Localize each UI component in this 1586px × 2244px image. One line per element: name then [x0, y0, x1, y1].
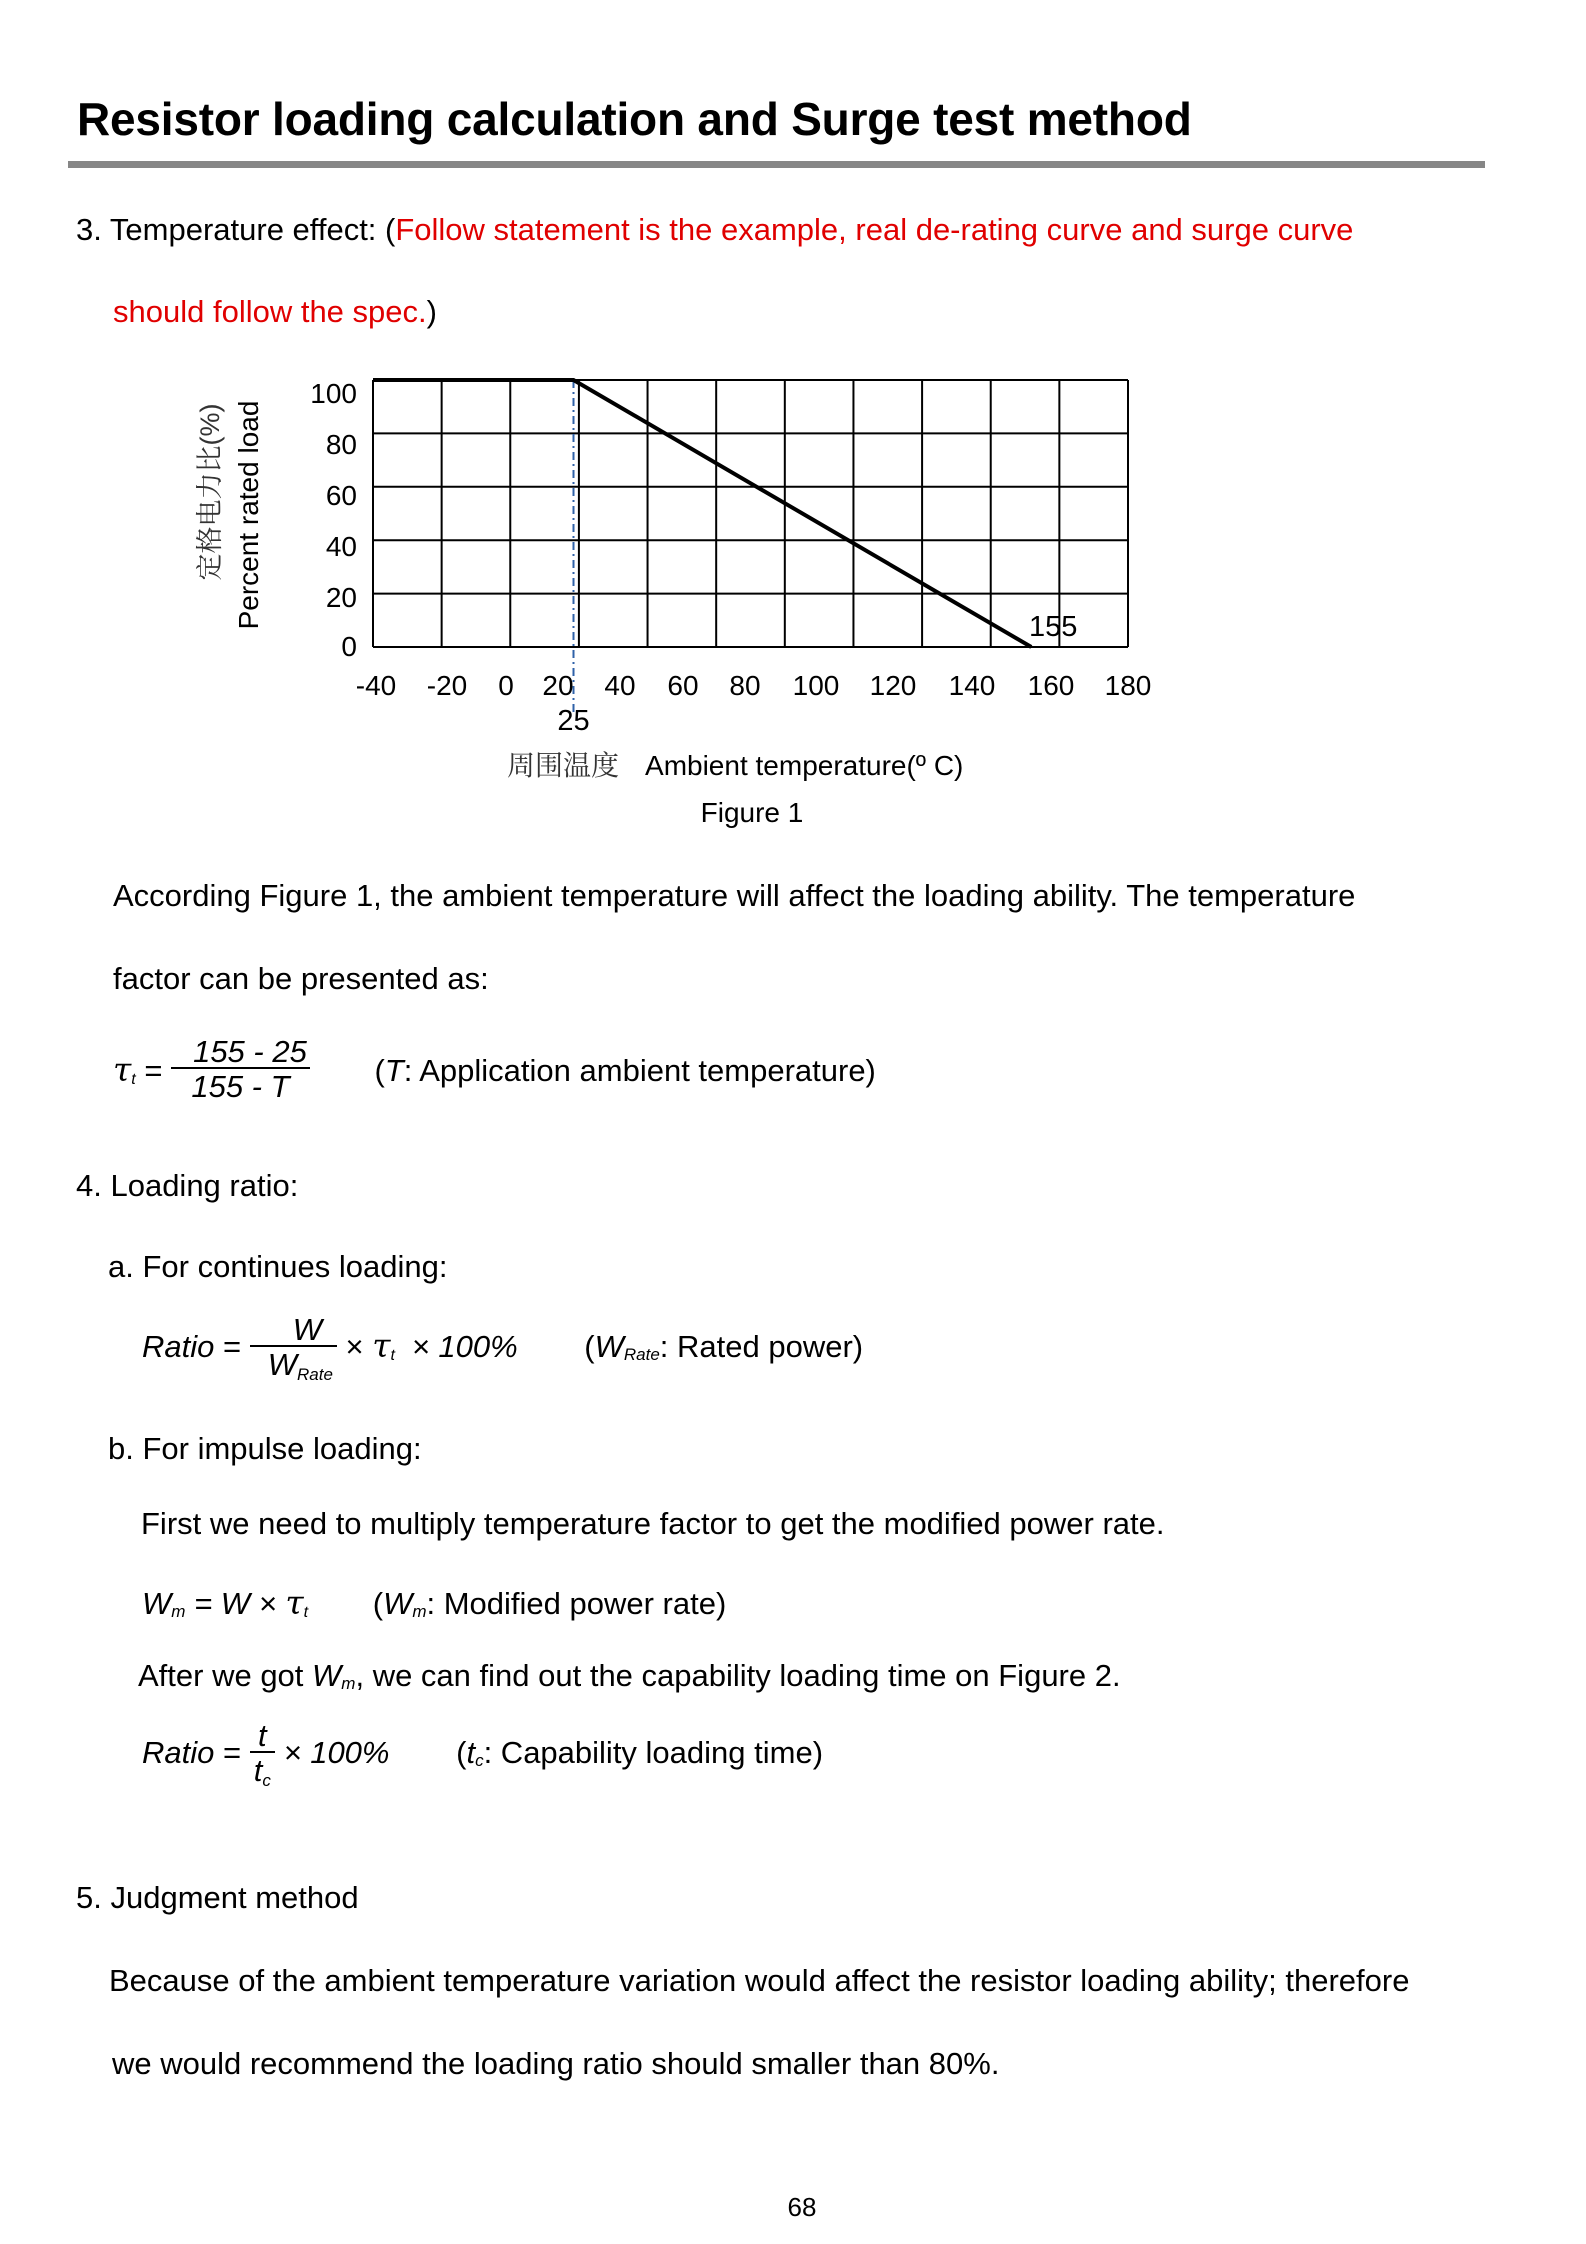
modified-power-note: (Wm: Modified power rate): [372, 1586, 727, 1621]
tau-subscript: t: [131, 1071, 136, 1089]
power-fraction: [250, 1312, 337, 1384]
page-title: Resistor loading calculation and Surge test method: [77, 93, 1192, 145]
power-denominator: WRate: [267, 1347, 333, 1384]
modified-power-formula: Wm = W × τt (Wm: Modified power rate): [142, 1583, 727, 1622]
tau-symbol: τ: [372, 1326, 391, 1366]
x-tick-label: 160: [1027, 670, 1075, 701]
judgment-paragraph-line2: we would recommend the loading ratio should smaller than 80%.: [112, 2046, 1000, 2081]
x-tick-label: 0: [498, 670, 514, 701]
x-tick-label: 40: [604, 670, 636, 701]
x-axis-unit: (º C): [906, 750, 964, 781]
judgment-paragraph-line1: Because of the ambient temperature variation would affect the resistor loading ability; therefore: [109, 1963, 1410, 1998]
y-tick-label: 80: [325, 429, 357, 460]
section-3-prefix: 3. Temperature effect: (: [76, 212, 396, 247]
temperature-paragraph-line2: factor can be presented as:: [113, 961, 489, 996]
section-3-suffix: ): [426, 294, 437, 329]
ratio-label: Ratio: [142, 1735, 215, 1771]
x-tick-label: 180: [1104, 670, 1152, 701]
y-tick-label: 20: [325, 582, 357, 613]
spec-note-line2: should follow the spec.: [113, 294, 427, 329]
x-axis-label-cn: 周围温度: [507, 749, 620, 782]
y-tick-label: 60: [325, 480, 357, 511]
x-tick-labels: [356, 670, 1152, 701]
y-axis-label-cn: 定格电力比(%): [195, 403, 225, 581]
capability-time-note: (tc: Capability loading time): [456, 1735, 824, 1771]
rated-power-note: (WRate: Rated power): [584, 1329, 864, 1365]
series-group: [373, 380, 1031, 647]
section-4a-heading: a. For continues loading:: [108, 1249, 448, 1284]
y-axis-label: Percent rated load: [233, 400, 264, 630]
tau-fraction: [171, 1036, 310, 1102]
x-tick-label: -20: [426, 670, 468, 701]
time-fraction: [250, 1718, 275, 1790]
impulse-ratio-formula: Ratio = $\frac{t}{tc}$ × 100% (tc: Capability loading time): [142, 1718, 824, 1790]
x-axis-label: Ambient temperature: [645, 750, 907, 781]
impulse-paragraph-line2: After we got Wm, we can find out the capability loading time on Figure 2.: [138, 1658, 1121, 1693]
x-tick-label: 100: [792, 670, 840, 701]
y-tick-label: 40: [325, 531, 357, 562]
figure-caption: Figure 1: [700, 797, 804, 828]
derating-curve-line: [373, 380, 1031, 647]
chart-grid: [373, 380, 1128, 647]
tau-symbol: τ: [113, 1050, 132, 1090]
derating-chart: [0, 0, 1586, 860]
x-tick-label: 80: [729, 670, 761, 701]
section-4-heading: 4. Loading ratio:: [76, 1168, 299, 1203]
annotation-155: 155: [1029, 611, 1078, 643]
x-axis-title: [507, 749, 963, 782]
continuous-ratio-formula: Ratio = $\frac{W}{\text{WRate}}$ × τt × 100% (WRate: Rated power): [142, 1312, 864, 1384]
power-numerator: W: [250, 1314, 337, 1347]
y-tick-label: 0: [341, 631, 357, 662]
tau-symbol: τ: [285, 1583, 304, 1622]
spec-note-line1: Follow statement is the example, real de-rating curve and surge curve: [395, 212, 1354, 247]
tau-note-var: T: [384, 1053, 404, 1089]
time-numerator: t: [250, 1720, 275, 1753]
x-tick-label: 140: [948, 670, 996, 701]
section-4b-heading: b. For impulse loading:: [108, 1431, 422, 1466]
tau-denominator: 155 - T: [191, 1069, 290, 1104]
equals-sign: =: [144, 1053, 163, 1089]
x-tick-label: 120: [869, 670, 917, 701]
tau-note: (T: Application ambient temperature): [374, 1053, 876, 1089]
x-tick-label: 60: [667, 670, 699, 701]
tau-numerator: 155 - 25: [171, 1036, 310, 1069]
time-denominator: tc: [253, 1753, 271, 1790]
x-tick-label: -40: [355, 670, 397, 701]
temperature-paragraph-line1: According Figure 1, the ambient temperature will affect the loading ability. The temperature: [113, 878, 1356, 913]
impulse-paragraph-line1: First we need to multiply temperature factor to get the modified power rate.: [141, 1506, 1165, 1541]
reference-label-25: 25: [557, 705, 590, 737]
y-tick-labels: [310, 378, 357, 662]
y-tick-label: 100: [310, 378, 357, 409]
page-number: 68: [787, 2192, 817, 2222]
tau-formula: [113, 1034, 876, 1106]
section-5-heading: 5. Judgment method: [76, 1880, 359, 1915]
ratio-label: Ratio: [142, 1329, 215, 1365]
x-tick-label: 20: [542, 670, 574, 701]
